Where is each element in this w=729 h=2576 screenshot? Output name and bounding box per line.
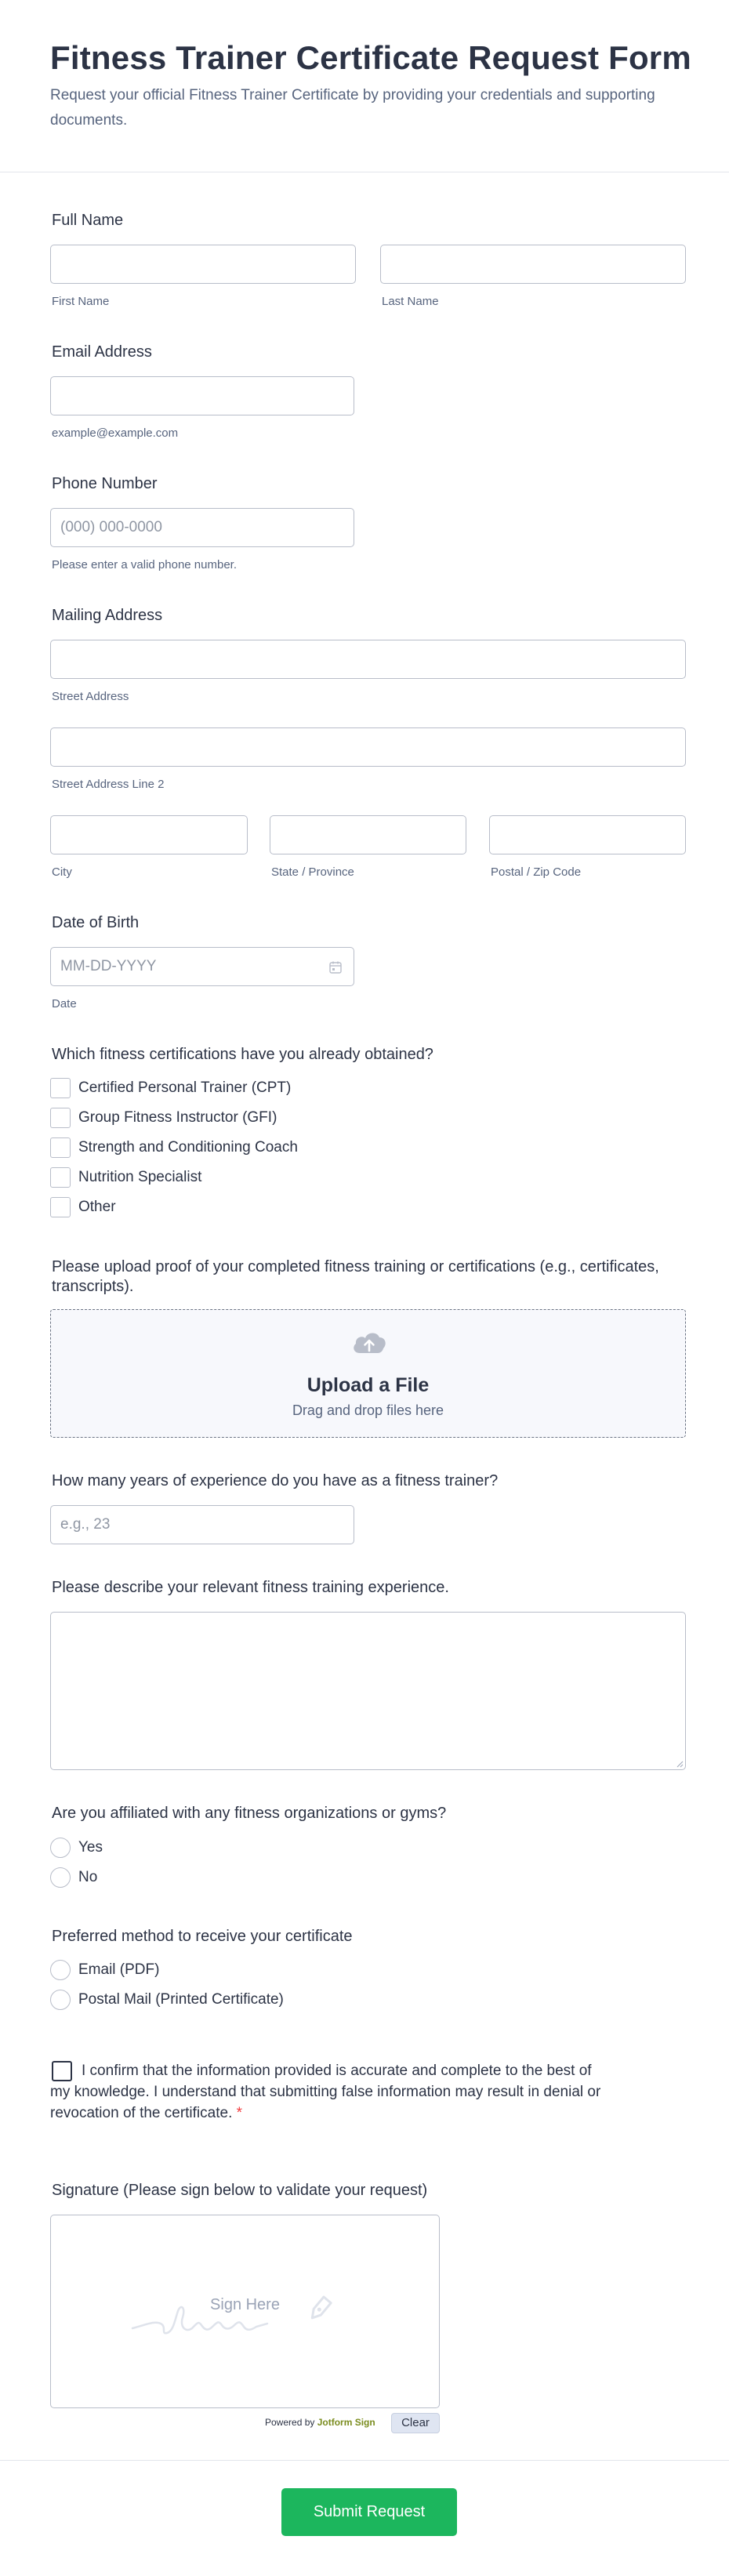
upload-subtitle: Drag and drop files here: [292, 1402, 444, 1418]
street-address-sublabel: Street Address: [52, 690, 129, 703]
street-address-2-input[interactable]: [50, 727, 686, 767]
experience-years-question: How many years of experience do you have as a fitness trainer?: [52, 1472, 499, 1489]
city-sublabel: City: [52, 865, 72, 879]
powered-by-prefix: Powered by: [265, 2417, 315, 2428]
sign-here-text: Sign Here: [210, 2296, 280, 2313]
signature-label: Signature (Please sign below to validate your request): [52, 2182, 428, 2199]
radio[interactable]: [50, 1838, 71, 1858]
phone-label: Phone Number: [52, 475, 158, 492]
upload-title: Upload a File: [306, 1374, 430, 1396]
experience-description-textarea[interactable]: [50, 1612, 686, 1770]
option-label: Strength and Conditioning Coach: [78, 1139, 298, 1156]
affiliation-question: Are you affiliated with any fitness organizations or gyms?: [52, 1805, 447, 1822]
email-sublabel: example@example.com: [52, 426, 179, 440]
checkbox[interactable]: [50, 1137, 71, 1158]
certifications-question: Which fitness certifications have you already obtained?: [52, 1046, 433, 1063]
confirm-label: I confirm that the information provided is accurate and complete to the best of my knowledge. I understand that submitting false information may result in denial or revocation of the certificate.: [50, 2063, 601, 2121]
dob-label: Date of Birth: [52, 914, 140, 931]
confirm-text: [50, 2060, 615, 2124]
street-address-2-sublabel: Street Address Line 2: [52, 778, 165, 791]
option-label: Email (PDF): [78, 1961, 160, 1978]
street-address-input[interactable]: [50, 640, 686, 679]
submit-button[interactable]: Submit Request: [281, 2488, 457, 2536]
upload-question: Please upload proof of your completed fitness training or certifications (e.g., certificates, transcripts).: [52, 1258, 659, 1295]
calendar-icon[interactable]: [328, 960, 343, 974]
full-name-label: Full Name: [52, 212, 124, 229]
radio[interactable]: [50, 1960, 71, 1980]
checkbox[interactable]: [50, 1108, 71, 1128]
last-name-input[interactable]: [380, 245, 686, 284]
email-label: Email Address: [52, 343, 152, 361]
phone-placeholder: (000) 000-0000: [60, 519, 162, 535]
address-label: Mailing Address: [52, 607, 163, 624]
required-mark: *: [236, 2105, 243, 2121]
dob-input[interactable]: [50, 947, 354, 986]
phone-sublabel: Please enter a valid phone number.: [52, 558, 237, 571]
delivery-question: Preferred method to receive your certificate: [52, 1928, 353, 1945]
jotform-sign-brand: Jotform Sign: [317, 2417, 375, 2428]
powered-by: [265, 2417, 375, 2428]
radio[interactable]: [50, 1990, 71, 2010]
experience-years-placeholder: e.g., 23: [60, 1516, 111, 1533]
state-sublabel: State / Province: [271, 865, 354, 879]
option-label: Group Fitness Instructor (GFI): [78, 1109, 277, 1126]
checkbox[interactable]: [50, 1197, 71, 1217]
option-label: Nutrition Specialist: [78, 1169, 202, 1185]
resize-handle-icon[interactable]: [676, 1760, 684, 1768]
experience-description-question: Please describe your relevant fitness training experience.: [52, 1579, 449, 1596]
checkbox[interactable]: [50, 1167, 71, 1188]
option-label: Yes: [78, 1839, 103, 1856]
option-label: Postal Mail (Printed Certificate): [78, 1991, 284, 2008]
checkbox[interactable]: [50, 1078, 71, 1098]
phone-input[interactable]: [50, 508, 354, 547]
form-description: Request your official Fitness Trainer Certificate by providing your credentials and supporting documents.: [50, 87, 655, 129]
experience-years-input[interactable]: [50, 1505, 354, 1544]
first-name-sublabel: First Name: [52, 295, 110, 308]
signature-pad[interactable]: [50, 2215, 440, 2408]
state-input[interactable]: [270, 815, 466, 854]
zip-input[interactable]: [489, 815, 686, 854]
email-input[interactable]: [50, 376, 354, 415]
cloud-upload-icon: [350, 1327, 388, 1359]
radio[interactable]: [50, 1867, 71, 1888]
footer-divider: [0, 2460, 729, 2461]
dob-placeholder: MM-DD-YYYY: [60, 958, 157, 974]
option-label: Other: [78, 1199, 116, 1215]
option-label: Certified Personal Trainer (CPT): [78, 1079, 292, 1096]
file-upload-dropzone[interactable]: [50, 1309, 686, 1438]
city-input[interactable]: [50, 815, 248, 854]
zip-sublabel: Postal / Zip Code: [491, 865, 582, 879]
form-header: [0, 0, 729, 172]
clear-signature-button[interactable]: Clear: [391, 2413, 440, 2433]
option-label: No: [78, 1869, 98, 1885]
form-title: Fitness Trainer Certificate Request Form: [50, 39, 691, 76]
last-name-sublabel: Last Name: [382, 295, 439, 308]
first-name-input[interactable]: [50, 245, 356, 284]
dob-sublabel: Date: [52, 997, 77, 1010]
